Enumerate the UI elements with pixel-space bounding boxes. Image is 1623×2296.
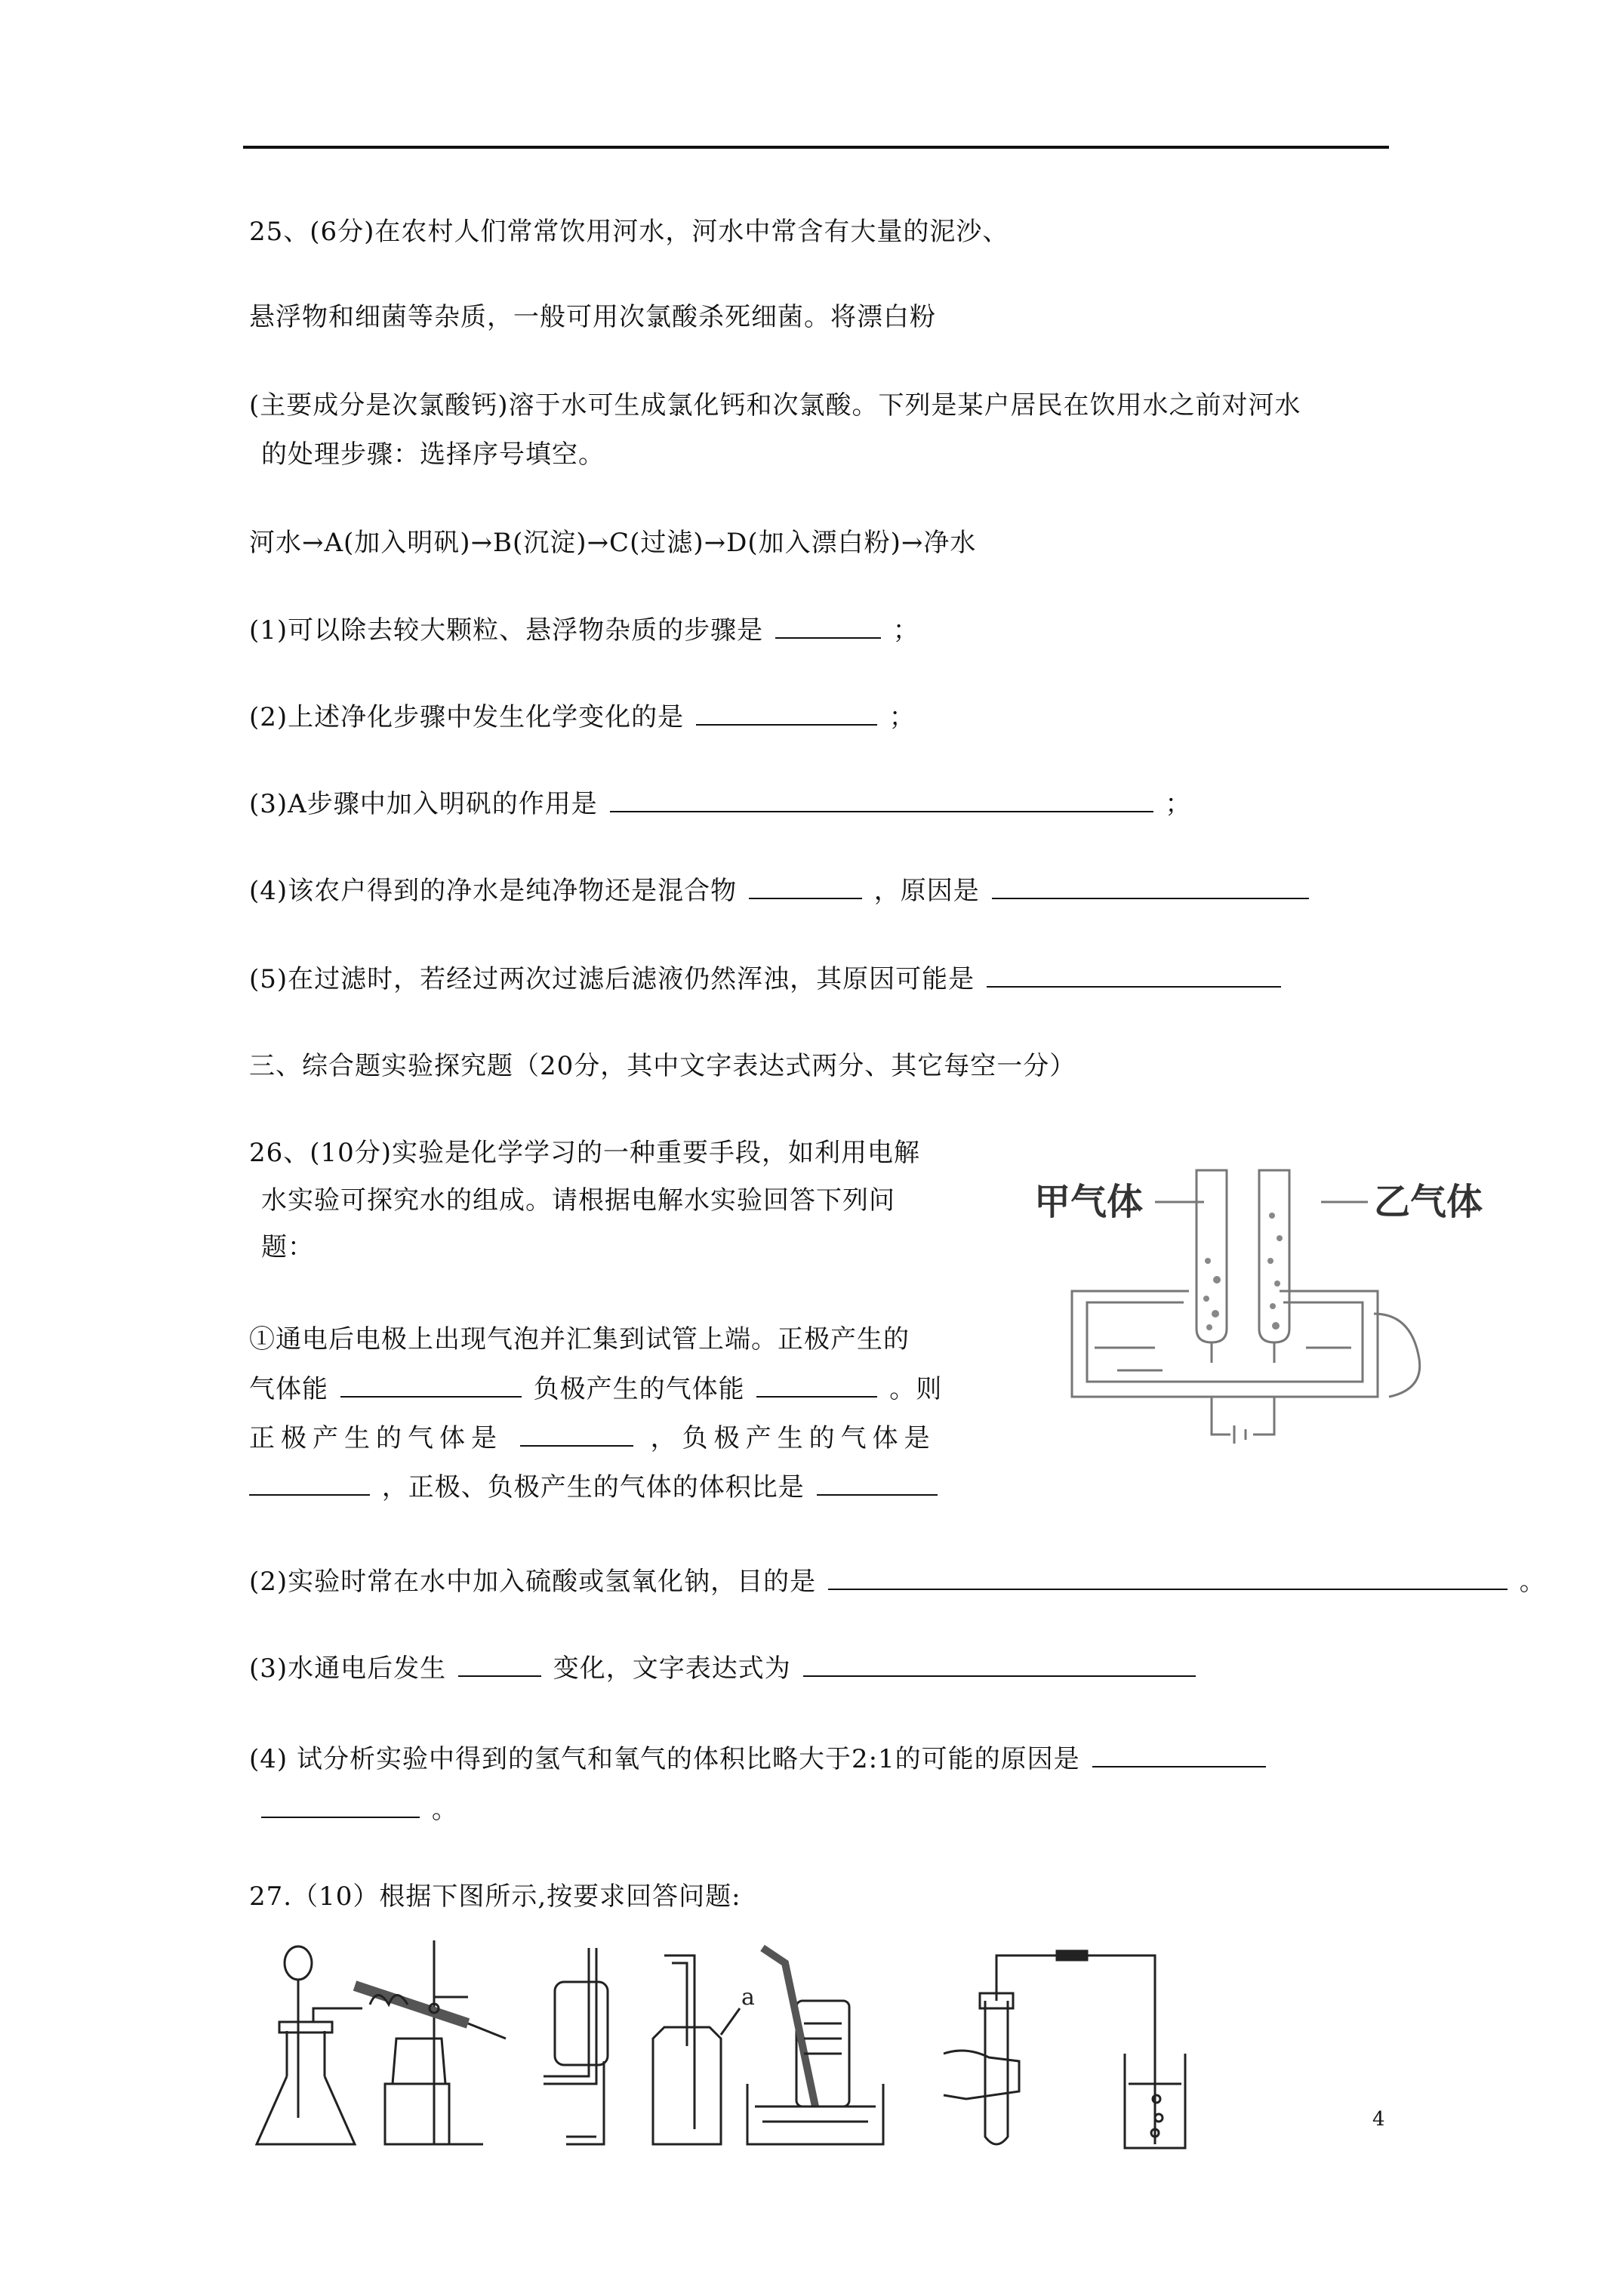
- q26-part-1-line-4: [249, 1469, 941, 1504]
- airtightness-check-apparatus: [944, 1951, 1185, 2148]
- q26-intro-line-2: 水实验可探究水的组成。请根据电解水实验回答下列问: [261, 1185, 895, 1216]
- answer-blank[interactable]: [992, 872, 1309, 899]
- section-3-title: 三、综合题实验探究题（20分，其中文字表达式两分、其它每空一分）: [249, 1051, 1076, 1081]
- q26-part-3-text-b: 变化，文字表达式为: [553, 1653, 791, 1684]
- q26-part-4-text: (4) 试分析实验中得到的氢气和氧气的体积比略大于2:1的可能的原因是: [249, 1744, 1080, 1774]
- gas-bubbles: [1203, 1213, 1283, 1330]
- q26-c2b: 负极产生的气体能: [533, 1374, 745, 1404]
- q25-process-flow: 河水→A(加入明矾)→B(沉淀)→C(过滤)→D(加入漂白粉)→净水: [249, 528, 977, 558]
- q26-part-2-text: (2)实验时常在水中加入硫酸或氢氧化钠，目的是: [249, 1567, 817, 1597]
- gas-jar-upright: [653, 1955, 740, 2144]
- answer-blank[interactable]: [817, 1469, 938, 1496]
- q26-part-1-line-3: [249, 1419, 936, 1455]
- q26-part-1-line-1: ①通电后电极上出现气泡并汇集到试管上端。正极产生的: [249, 1324, 910, 1354]
- q26-c3b: ，负极产生的气体是: [650, 1423, 936, 1453]
- q25-part-1: [249, 612, 919, 647]
- q25-part-2-text: (2)上述净化步骤中发生化学变化的是: [249, 702, 685, 732]
- answer-blank[interactable]: [696, 698, 877, 726]
- q26-part-4: [249, 1740, 1269, 1776]
- tube-right: [1259, 1170, 1289, 1342]
- header-rule: [243, 146, 1389, 149]
- q26-part-1-line-2: [249, 1370, 942, 1406]
- q25-intro-line-3: (主要成分是次氯酸钙)溶于水可生成氯化钙和次氯酸。下列是某户居民在饮用水之前对河水: [249, 390, 1301, 421]
- q26-part-2-end: 。: [1519, 1567, 1546, 1597]
- q26-part-3: [249, 1650, 1199, 1685]
- q25-part-3-end: ；: [1165, 789, 1192, 819]
- tube-left: [1196, 1170, 1227, 1342]
- q26-intro-line-1: 26、(10分)实验是化学学习的一种重要手段，如利用电解: [249, 1138, 921, 1168]
- q26-c4b: ，正极、负极产生的气体的体积比是: [381, 1472, 805, 1502]
- q25-part-3-text: (3)A步骤中加入明矾的作用是: [249, 789, 598, 819]
- q25-part-4-text-b: ，原因是: [873, 876, 980, 906]
- answer-blank[interactable]: [520, 1419, 633, 1447]
- q26-c2c: 。则: [889, 1374, 943, 1404]
- q25-intro-line-1: 25、(6分)在农村人们常常饮用河水，河水中常含有大量的泥沙、: [249, 217, 1009, 247]
- answer-blank[interactable]: [261, 1791, 420, 1818]
- lab-apparatus-figure: [242, 1933, 1419, 2159]
- answer-blank[interactable]: [249, 1469, 370, 1496]
- answer-blank[interactable]: [987, 960, 1281, 988]
- q26-part-4-end: 。: [431, 1795, 458, 1825]
- q25-part-4-text-a: (4)该农户得到的净水是纯净物还是混合物: [249, 876, 738, 906]
- answer-blank[interactable]: [458, 1650, 541, 1677]
- q25-part-5: [249, 960, 1284, 996]
- heating-apparatus: [355, 1940, 506, 2144]
- answer-blank[interactable]: [610, 785, 1153, 812]
- q26-intro-line-3: 题：: [261, 1232, 314, 1262]
- answer-blank[interactable]: [803, 1650, 1196, 1677]
- wire-left: [1212, 1397, 1230, 1435]
- q25-part-2-end: ；: [888, 702, 916, 732]
- q25-part-3: [249, 785, 1191, 821]
- q25-intro-line-2: 悬浮物和细菌等杂质，一般可用次氯酸杀死细菌。将漂白粉: [249, 302, 936, 332]
- answer-blank[interactable]: [756, 1370, 877, 1398]
- answer-blank[interactable]: [828, 1563, 1508, 1590]
- q26-c2a: 气体能: [249, 1374, 328, 1404]
- q26-part-2: [249, 1563, 1546, 1598]
- water-displacement-apparatus: [747, 1948, 883, 2144]
- q25-part-1-end: ；: [892, 615, 919, 646]
- q25-part-5-text: (5)在过滤时，若经过两次过滤后滤液仍然浑浊，其原因可能是: [249, 964, 975, 994]
- gas-a-label: 甲气体: [1034, 1181, 1144, 1223]
- page-number: 4: [1372, 2108, 1385, 2131]
- answer-blank[interactable]: [775, 612, 881, 639]
- q25-part-1-text: (1)可以除去较大颗粒、悬浮物杂质的步骤是: [249, 615, 764, 646]
- q25-part-4: [249, 872, 1312, 908]
- answer-blank[interactable]: [749, 872, 862, 899]
- gas-b-label: 乙气体: [1374, 1181, 1483, 1223]
- answer-blank[interactable]: [1092, 1740, 1266, 1767]
- wire-right: [1253, 1397, 1274, 1435]
- q26-c3a: 正极产生的气体是: [249, 1423, 503, 1453]
- q26-part-3-text-a: (3)水通电后发生: [249, 1653, 447, 1684]
- trough-rim-right: [1374, 1314, 1420, 1397]
- q27-title: 27.（10）根据下图所示,按要求回答问题:: [249, 1881, 741, 1912]
- conical-flask-apparatus: [257, 1946, 362, 2144]
- q26-part-4-cont: [261, 1791, 458, 1826]
- gas-jar-inverted: [544, 1948, 608, 2144]
- label-a: a: [741, 1984, 755, 2011]
- electrolysis-apparatus-figure: [1019, 1148, 1548, 1465]
- q25-intro-line-4: 的处理步骤：选择序号填空。: [261, 439, 605, 470]
- q25-part-2: [249, 698, 916, 734]
- answer-blank[interactable]: [340, 1370, 522, 1398]
